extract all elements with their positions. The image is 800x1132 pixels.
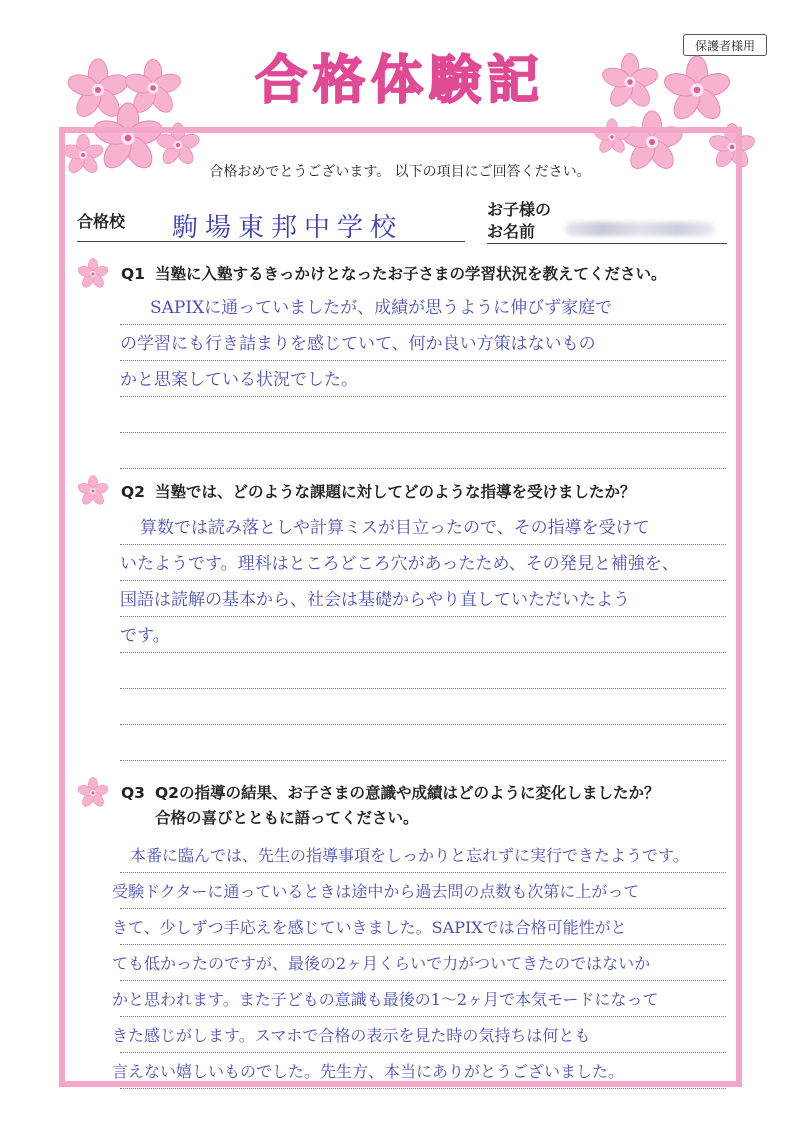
school-label: 合格校 xyxy=(77,212,126,231)
answer-line: かと思われます。また子どもの意識も最後の1～2ヶ月で本気モードになって xyxy=(112,990,659,1009)
question-number: Q2 xyxy=(121,483,145,501)
answer-line: SAPIXに通っていましたが、成績が思うように伸びず家庭で xyxy=(150,298,613,318)
answer-line: です。 xyxy=(120,626,170,646)
answer-line: 国語は読解の基本から、社会は基礎からやり直していただいたよう xyxy=(120,590,630,610)
question-text: Q2の指導の結果、お子さまの意識や成績はどのように変化しましたか？ xyxy=(155,784,660,802)
question-1 xyxy=(121,262,667,287)
answer-line: の学習にも行き詰まりを感じていて、何か良い方策はないもの xyxy=(120,334,596,354)
question-number: Q1 xyxy=(121,265,145,283)
sakura-flower-icon xyxy=(76,474,110,508)
answer-line: 算数では読み落としや計算ミスが目立ったので、その指導を受けて xyxy=(140,518,650,538)
answer-line: いたようです。理科はところどころ穴があったため、その発見と補強を、 xyxy=(120,554,679,574)
sakura-flower-icon xyxy=(76,257,110,291)
answer-row xyxy=(120,724,726,761)
answer-line: 言えない嬉しいものでした。先生方、本当にありがとうございました。 xyxy=(112,1062,625,1081)
answer-row xyxy=(120,432,726,469)
child-label-line1: お子様の xyxy=(487,200,552,219)
answer-line: きて、少しずつ手応えを感じていきました。SAPIXでは合格可能性がと xyxy=(112,918,627,937)
question-2 xyxy=(121,480,636,505)
answer-line: きた感じがします。スマホで合格の表示を見た時の気持ちは何とも xyxy=(112,1026,591,1045)
question-text-line2: 合格の喜びとともに語ってください。 xyxy=(155,809,419,827)
intro-text: 合格おめでとうございます。 以下の項目にご回答ください。 xyxy=(209,164,591,180)
answer-row xyxy=(120,396,726,433)
answer-line: 本番に臨んでは、先生の指導事項をしっかりと忘れずに実行できたようです。 xyxy=(130,846,689,865)
question-3 xyxy=(121,781,659,831)
school-underline xyxy=(77,241,465,242)
question-text: 当塾では、どのような課題に対してどのような指導を受けましたか？ xyxy=(155,483,636,501)
guardian-badge: 保護者様用 xyxy=(683,34,767,56)
child-label-line2: お名前 xyxy=(487,222,536,241)
answer-line: 受験ドクターに通っているときは途中から過去問の点数も次第に上がって xyxy=(112,882,640,901)
child-name-redacted xyxy=(565,222,715,236)
question-number: Q3 xyxy=(121,784,145,802)
answer-row xyxy=(120,688,726,725)
answer-row xyxy=(120,652,726,689)
school-value: 駒場東邦中学校 xyxy=(172,213,404,243)
child-name-underline xyxy=(487,243,727,244)
child-name-label xyxy=(487,199,551,243)
sakura-flower-icon xyxy=(76,776,110,810)
answer-line: ても低かったのですが、最後の2ヶ月くらいで力がついてきたのではないか xyxy=(112,954,651,973)
answer-line: かと思案している状況でした。 xyxy=(120,370,358,390)
question-text: 当塾に入塾するきっかけとなったお子さまの学習状況を教えてください。 xyxy=(155,265,667,283)
page-title: 合格体験記 xyxy=(254,51,545,111)
